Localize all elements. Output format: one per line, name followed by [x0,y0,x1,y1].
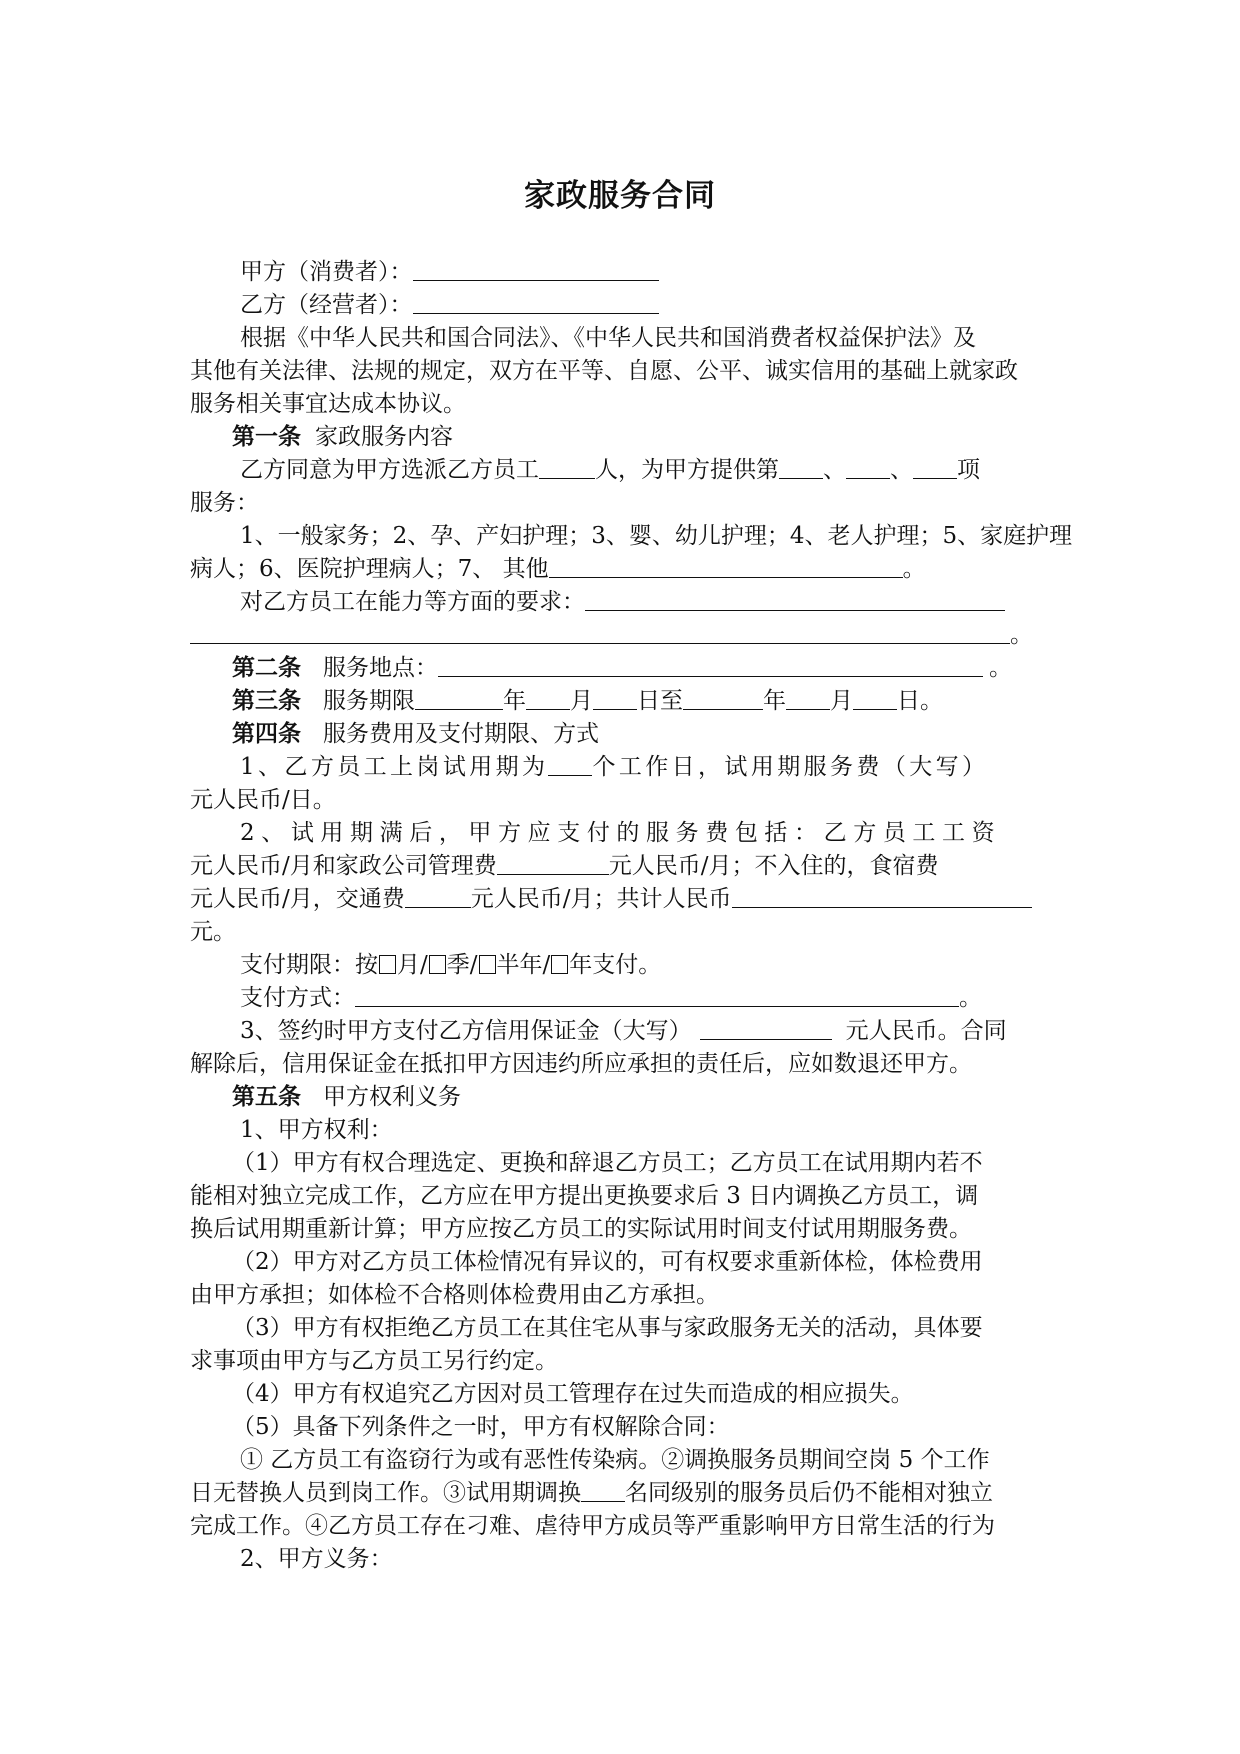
text-segment: 元人民币/月，交通费 [190,886,405,912]
end-month-blank [786,687,830,710]
text-segment: 元人民币/月；不入住的，食宿费 [608,853,939,879]
end-year-blank [683,687,763,710]
intro-line-3: 服务相关事宜达成本协议。 [190,391,466,417]
intro-line-1: 根据《中华人民共和国合同法》、《中华人民共和国消费者权益保护法》及 [240,325,976,351]
text-segment: 乙方同意为甲方选派乙方员工 [240,457,539,483]
text-segment: 。 [989,655,1012,681]
text-segment: 对乙方员工在能力等方面的要求： [240,589,585,615]
trial-period-line [240,751,988,783]
text-segment: 支付期限：按 [240,952,378,978]
payment-term-line [240,949,661,981]
text-segment: 元人民币/月和家政公司管理费 [190,853,497,879]
staff-requirement-line-2 [190,619,1033,651]
text-segment: 支付方式： [240,985,355,1011]
text-segment: 日至 [637,688,683,714]
monthly-checkbox[interactable] [379,955,396,974]
article-4-heading [232,718,599,750]
article-4-title: 服务费用及支付期限、方式 [323,721,599,747]
payment-method-line [240,982,982,1014]
party-b-label: 乙方（经营者）： [240,292,413,318]
text-segment: 半年/ [496,952,551,978]
text-segment: 3、签约时甲方支付乙方信用保证金（大写） [240,1018,692,1044]
fee-composition-line-2 [190,850,939,882]
text-segment: 日无替换人员到岗工作。③试用期调换 [190,1480,581,1506]
article-3 [232,685,943,717]
article-4-number: 第四条 [232,720,301,747]
text-segment: 病人；6、医院护理病人；7、 其他 [190,556,549,582]
trial-fee-line: 元人民币/日。 [190,787,336,813]
text-segment: 、 [890,457,913,483]
fee-composition-line-4: 元。 [190,919,236,945]
text-segment: 服务期限 [323,688,415,714]
right-2-line-2: 由甲方承担；如体检不合格则体检费用由乙方承担。 [190,1282,719,1308]
party-b-line [240,289,659,321]
text-segment: 年支付。 [569,952,662,978]
requirement-blank [585,588,1005,611]
text-segment: 年 [763,688,786,714]
article-2 [232,652,1012,684]
right-1-line-1: （1）甲方有权合理选定、更换和辞退乙方员工；乙方员工在试用期内若不 [232,1150,983,1176]
start-day-blank [593,687,637,710]
party-a-blank [413,258,659,281]
party-b-blank [413,291,659,314]
replacement-count-blank [581,1479,625,1502]
text-segment: 服务地点： [323,655,438,681]
staff-count-blank [539,456,595,479]
deposit-line-1 [240,1015,1007,1047]
text-segment: 。 [1010,622,1033,648]
text-segment: 元人民币/月；共计人民币 [470,886,732,912]
right-5: （5）具备下列条件之一时，甲方有权解除合同： [232,1414,730,1440]
intro-line-2: 其他有关法律、法规的规定，双方在平等、自愿、公平、诚实信用的基础上就家政 [190,358,1018,384]
text-segment: 人，为甲方提供第 [595,457,779,483]
page-title: 家政服务合同 [524,178,716,214]
article-1-para-1 [240,454,980,486]
half-year-checkbox[interactable] [479,955,496,974]
text-segment: 月 [570,688,593,714]
service-item-blank-3 [913,456,957,479]
right-1-line-2: 能相对独立完成工作，乙方应在甲方提出更换要求后 3 日内调换乙方员工，调 [190,1183,979,1209]
start-month-blank [526,687,570,710]
article-2-number: 第二条 [232,654,301,681]
management-fee-blank [497,852,609,875]
article-5-number: 第五条 [232,1083,301,1110]
staff-requirement-line [240,586,1005,618]
text-segment: 年 [503,688,526,714]
right-1-line-3: 换后试用期重新计算；甲方应按乙方员工的实际试用时间支付试用期服务费。 [190,1216,972,1242]
service-item-blank-2 [846,456,890,479]
text-segment: 名同级别的服务员后仍不能相对独立 [625,1480,993,1506]
text-segment: 元人民币。合同 [845,1018,1007,1044]
text-segment: 个工作日，试用期服务费（大写） [592,754,989,780]
termination-conditions-line-1: ① 乙方员工有盗窃行为或有恶性传染病。②调换服务员期间空岗 5 个工作 [240,1447,990,1473]
quarterly-checkbox[interactable] [429,955,446,974]
article-5-title: 甲方权利义务 [323,1084,461,1110]
end-day-blank [853,687,897,710]
fee-composition-line-1: 2、试用期满后，甲方应支付的服务费包括：乙方员工工资 [240,820,1002,846]
text-segment: 。 [959,985,982,1011]
text-segment: 日。 [897,688,943,714]
text-segment: 1、乙方员工上岗试用期为 [240,754,549,780]
deposit-line-2: 解除后，信用保证金在抵扣甲方因违约所应承担的责任后，应如数退还甲方。 [190,1051,972,1077]
party-a-rights-heading: 1、甲方权利： [240,1117,393,1143]
text-segment: 月/ [397,952,428,978]
text-segment: 月 [830,688,853,714]
service-list-line-1: 1、一般家务；2、孕、产妇护理；3、婴、幼儿护理；4、老人护理；5、家庭护理 [240,523,1073,549]
other-service-blank [549,555,903,578]
service-location-blank [438,654,983,677]
termination-conditions-line-3: 完成工作。④乙方员工存在刁难、虐待甲方成员等严重影响甲方日常生活的行为 [190,1513,995,1539]
service-list-line-2 [190,553,926,585]
article-1-title: 家政服务内容 [315,424,453,450]
text-segment: 季/ [446,952,478,978]
text-segment: 、 [823,457,846,483]
article-3-number: 第三条 [232,687,301,714]
trial-days-blank [548,753,592,776]
start-year-blank [415,687,503,710]
right-4: （4）甲方有权追究乙方因对员工管理存在过失而造成的相应损失。 [232,1381,914,1407]
party-a-label: 甲方（消费者）： [240,259,413,285]
deposit-amount-blank [700,1017,832,1040]
right-3-line-2: 求事项由甲方与乙方员工另行约定。 [190,1348,558,1374]
total-fee-blank [732,885,1032,908]
article-5-heading [232,1081,461,1113]
termination-conditions-line-2 [190,1477,993,1509]
article-1-para-1-line-2: 服务： [190,490,259,516]
yearly-checkbox[interactable] [551,955,568,974]
article-1-number: 第一条 [232,423,301,450]
transport-fee-blank [405,885,471,908]
party-a-line [240,256,659,288]
article-1-heading [232,421,453,453]
text-segment: 。 [902,556,926,582]
requirement-blank-2 [190,621,1010,644]
text-segment: 项 [957,457,980,483]
party-a-duties-heading: 2、甲方义务： [240,1546,393,1572]
service-item-blank-1 [779,456,823,479]
payment-method-blank [355,984,959,1007]
right-3-line-1: （3）甲方有权拒绝乙方员工在其住宅从事与家政服务无关的活动，具体要 [232,1315,983,1341]
right-2-line-1: （2）甲方对乙方员工体检情况有异议的，可有权要求重新体检，体检费用 [232,1249,983,1275]
fee-composition-line-3 [190,883,1032,915]
